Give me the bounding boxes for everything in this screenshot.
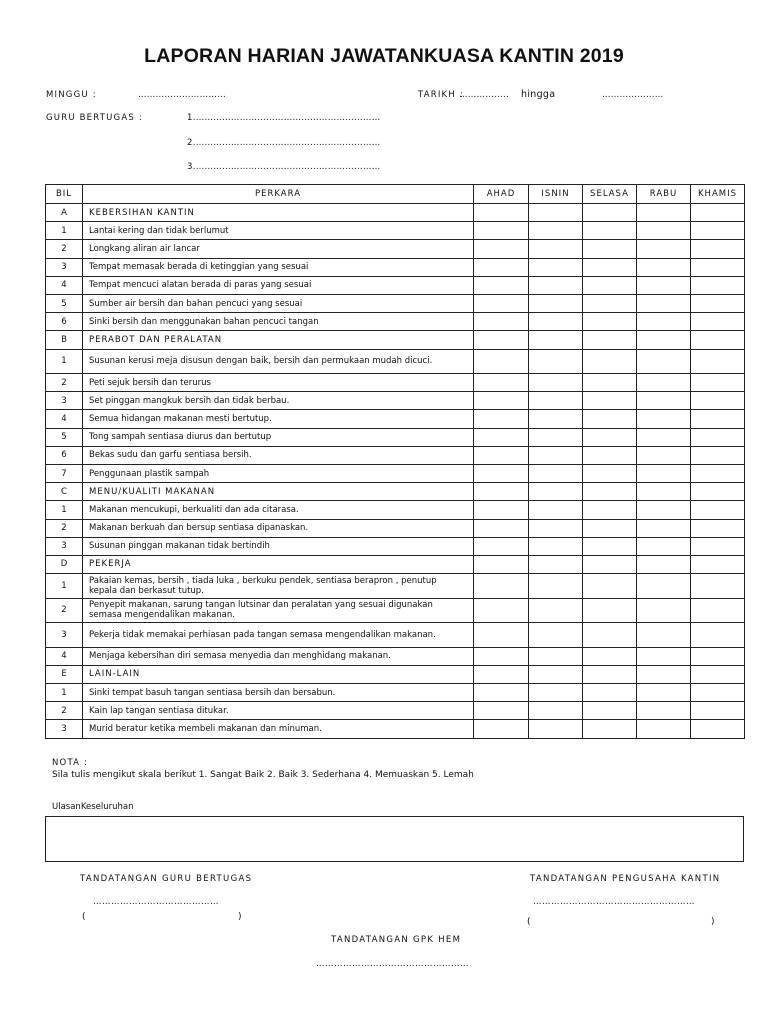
rating-cell-ahad[interactable] (474, 410, 529, 428)
row-bil: E (46, 665, 83, 683)
rating-cell-khamis (691, 665, 745, 683)
rating-cell-khamis (691, 483, 745, 501)
rating-cell-selasa[interactable] (583, 702, 637, 720)
nota-label: NOTA : (52, 758, 89, 768)
rating-cell-khamis[interactable] (691, 313, 745, 331)
rating-cell-rabu[interactable] (637, 349, 691, 374)
rating-cell-khamis[interactable] (691, 374, 745, 392)
rating-cell-selasa[interactable] (583, 349, 637, 374)
rating-cell-khamis[interactable] (691, 501, 745, 519)
rating-cell-rabu[interactable] (637, 276, 691, 294)
table-row (46, 410, 745, 428)
section-title: PEKERJA (83, 555, 474, 573)
table-row (46, 598, 745, 623)
rating-cell-ahad[interactable] (474, 446, 529, 464)
rating-cell-khamis[interactable] (691, 222, 745, 240)
pengusaha-paren-close: ) (711, 917, 715, 927)
guru-signature-line[interactable]: …………………………………… (93, 897, 219, 907)
rating-cell-khamis[interactable] (691, 258, 745, 276)
rating-cell-selasa[interactable] (583, 428, 637, 446)
rating-cell-rabu[interactable] (637, 702, 691, 720)
row-bil: 4 (46, 647, 83, 665)
rating-cell-selasa[interactable] (583, 240, 637, 258)
rating-cell-isnin (529, 483, 583, 501)
rating-cell-ahad[interactable] (474, 537, 529, 555)
rating-cell-selasa[interactable] (583, 258, 637, 276)
rating-cell-selasa (583, 665, 637, 683)
row-bil: 3 (46, 392, 83, 410)
table-row (46, 702, 745, 720)
pengusaha-paren-open: ( (527, 917, 531, 927)
row-perkara: Tong sampah sentiasa diurus dan bertutup (83, 428, 474, 446)
row-perkara: Semua hidangan makanan mesti bertutup. (83, 410, 474, 428)
rating-cell-rabu[interactable] (637, 374, 691, 392)
rating-cell-rabu[interactable] (637, 258, 691, 276)
section-row (46, 483, 745, 501)
rating-cell-isnin[interactable] (529, 702, 583, 720)
rating-cell-selasa[interactable] (583, 464, 637, 482)
row-bil: 4 (46, 410, 83, 428)
rating-cell-isnin[interactable] (529, 623, 583, 648)
rating-cell-khamis[interactable] (691, 647, 745, 665)
rating-cell-ahad[interactable] (474, 574, 529, 599)
rating-cell-rabu (637, 665, 691, 683)
hingga-label: hingga (521, 89, 556, 100)
row-bil: 2 (46, 598, 83, 623)
rating-cell-rabu[interactable] (637, 222, 691, 240)
rating-cell-isnin[interactable] (529, 410, 583, 428)
rating-cell-khamis[interactable] (691, 683, 745, 701)
rating-cell-selasa (583, 555, 637, 573)
rating-cell-rabu[interactable] (637, 464, 691, 482)
rating-cell-ahad[interactable] (474, 519, 529, 537)
minggu-field[interactable]: ………………………… (138, 90, 226, 100)
gpk-signature-label: TANDATANGAN GPK HEM (331, 935, 462, 945)
row-perkara: Murid beratur ketika membeli makanan dan minuman. (83, 720, 474, 738)
table-row (46, 537, 745, 555)
table-row (46, 276, 745, 294)
rating-cell-khamis[interactable] (691, 519, 745, 537)
rating-cell-ahad[interactable] (474, 501, 529, 519)
row-perkara: Penggunaan plastik sampah (83, 464, 474, 482)
section-row (46, 204, 745, 222)
row-perkara: Tempat memasak berada di ketinggian yang sesuai (83, 258, 474, 276)
row-perkara: Peti sejuk bersih dan terurus (83, 374, 474, 392)
row-perkara: Sumber air bersih dan bahan pencuci yang sesuai (83, 294, 474, 312)
rating-cell-ahad[interactable] (474, 374, 529, 392)
rating-cell-khamis[interactable] (691, 464, 745, 482)
table-row (46, 428, 745, 446)
rating-cell-selasa (583, 483, 637, 501)
rating-cell-rabu[interactable] (637, 428, 691, 446)
rating-cell-ahad[interactable] (474, 258, 529, 276)
guru-paren-open: ( (82, 912, 86, 922)
rating-cell-khamis (691, 204, 745, 222)
rating-cell-khamis[interactable] (691, 702, 745, 720)
table-row (46, 683, 745, 701)
rating-cell-rabu[interactable] (637, 446, 691, 464)
rating-cell-isnin[interactable] (529, 392, 583, 410)
rating-cell-rabu (637, 204, 691, 222)
table-row (46, 313, 745, 331)
rating-cell-isnin[interactable] (529, 294, 583, 312)
table-row (46, 446, 745, 464)
rating-cell-selasa[interactable] (583, 313, 637, 331)
guru-field-3[interactable]: 3.……………………………………………………… (187, 162, 381, 172)
rating-cell-khamis[interactable] (691, 623, 745, 648)
rating-cell-ahad[interactable] (474, 222, 529, 240)
rating-cell-selasa[interactable] (583, 294, 637, 312)
rating-cell-isnin[interactable] (529, 222, 583, 240)
rating-cell-selasa[interactable] (583, 647, 637, 665)
rating-cell-isnin[interactable] (529, 258, 583, 276)
row-bil: 3 (46, 537, 83, 555)
rating-cell-isnin[interactable] (529, 501, 583, 519)
pengusaha-signature-label: TANDATANGAN PENGUSAHA KANTIN (530, 874, 721, 884)
row-bil: 5 (46, 294, 83, 312)
row-bil: 2 (46, 519, 83, 537)
row-bil: 1 (46, 501, 83, 519)
rating-cell-selasa[interactable] (583, 392, 637, 410)
row-perkara: Set pinggan mangkuk bersih dan tidak berbau. (83, 392, 474, 410)
rating-cell-ahad[interactable] (474, 349, 529, 374)
row-bil: 7 (46, 464, 83, 482)
rating-cell-isnin[interactable] (529, 464, 583, 482)
rating-cell-ahad[interactable] (474, 702, 529, 720)
rating-cell-rabu[interactable] (637, 519, 691, 537)
row-bil: 1 (46, 222, 83, 240)
row-bil: 3 (46, 623, 83, 648)
rating-cell-isnin[interactable] (529, 446, 583, 464)
row-perkara: Sinki bersih dan menggunakan bahan pencuci tangan (83, 313, 474, 331)
rating-cell-isnin[interactable] (529, 349, 583, 374)
table-header-row (46, 185, 745, 204)
rating-cell-ahad[interactable] (474, 294, 529, 312)
rating-cell-selasa[interactable] (583, 374, 637, 392)
section-row (46, 555, 745, 573)
rating-cell-khamis[interactable] (691, 574, 745, 599)
rating-cell-selasa[interactable] (583, 574, 637, 599)
row-perkara: Bekas sudu dan garfu sentiasa bersih. (83, 446, 474, 464)
rating-cell-ahad[interactable] (474, 720, 529, 738)
row-bil: 1 (46, 349, 83, 374)
rating-cell-khamis[interactable] (691, 294, 745, 312)
row-bil: D (46, 555, 83, 573)
rating-cell-selasa[interactable] (583, 598, 637, 623)
rating-cell-ahad[interactable] (474, 313, 529, 331)
hingga-field[interactable]: ………………… (602, 90, 664, 100)
table-row (46, 222, 745, 240)
rating-cell-isnin (529, 204, 583, 222)
rating-cell-ahad (474, 331, 529, 349)
rating-cell-khamis (691, 555, 745, 573)
rating-cell-isnin[interactable] (529, 313, 583, 331)
rating-cell-selasa[interactable] (583, 720, 637, 738)
ulasan-label: UlasanKeseluruhan (52, 802, 134, 812)
row-perkara: Tempat mencuci alatan berada di paras yang sesuai (83, 276, 474, 294)
rating-cell-khamis[interactable] (691, 720, 745, 738)
section-title: MENU/KUALITI MAKANAN (83, 483, 474, 501)
rating-cell-isnin[interactable] (529, 598, 583, 623)
rating-cell-rabu (637, 331, 691, 349)
header-rabu: RABU (637, 185, 691, 204)
table-row (46, 240, 745, 258)
tarikh-label: TARIKH : (418, 90, 464, 100)
row-perkara: Longkang aliran air lancar (83, 240, 474, 258)
rating-cell-isnin[interactable] (529, 720, 583, 738)
nota-text: Sila tulis mengikut skala berikut 1. Sangat Baik 2. Baik 3. Sederhana 4. Memuaskan 5. Lemah (52, 770, 474, 780)
rating-cell-ahad (474, 665, 529, 683)
rating-cell-khamis[interactable] (691, 537, 745, 555)
rating-cell-ahad[interactable] (474, 276, 529, 294)
header-bil: BIL (46, 185, 83, 204)
section-title: KEBERSIHAN KANTIN (83, 204, 474, 222)
rating-cell-khamis[interactable] (691, 446, 745, 464)
rating-cell-selasa (583, 331, 637, 349)
checklist-table (45, 184, 745, 739)
rating-cell-isnin[interactable] (529, 574, 583, 599)
rating-cell-rabu[interactable] (637, 720, 691, 738)
rating-cell-rabu[interactable] (637, 294, 691, 312)
rating-cell-isnin (529, 555, 583, 573)
row-perkara: Susunan kerusi meja disusun dengan baik, bersih dan permukaan mudah dicuci. (83, 349, 474, 374)
rating-cell-selasa[interactable] (583, 222, 637, 240)
rating-cell-ahad[interactable] (474, 240, 529, 258)
rating-cell-ahad (474, 204, 529, 222)
header-selasa: SELASA (583, 185, 637, 204)
table-row (46, 294, 745, 312)
guru-paren-close: ) (238, 912, 242, 922)
rating-cell-selasa[interactable] (583, 519, 637, 537)
table-row (46, 501, 745, 519)
section-row (46, 665, 745, 683)
rating-cell-rabu[interactable] (637, 410, 691, 428)
rating-cell-isnin[interactable] (529, 519, 583, 537)
row-bil: C (46, 483, 83, 501)
row-perkara: Makanan mencukupi, berkualiti dan ada citarasa. (83, 501, 474, 519)
table-row (46, 647, 745, 665)
rating-cell-rabu[interactable] (637, 574, 691, 599)
row-perkara: Penyepit makanan, sarung tangan lutsinar dan peralatan yang sesuai digunakan semasa mengendalikan makanan. (83, 598, 474, 623)
table-row (46, 392, 745, 410)
guru-signature-label: TANDATANGAN GURU BERTUGAS (80, 874, 253, 884)
rating-cell-khamis[interactable] (691, 276, 745, 294)
tarikh-field[interactable]: …………….. (459, 90, 510, 100)
rating-cell-selasa[interactable] (583, 623, 637, 648)
ulasan-input-box[interactable] (45, 816, 744, 862)
row-perkara: Makanan berkuah dan bersup sentiasa dipanaskan. (83, 519, 474, 537)
header-ahad: AHAD (474, 185, 529, 204)
rating-cell-ahad (474, 483, 529, 501)
rating-cell-isnin[interactable] (529, 374, 583, 392)
rating-cell-isnin[interactable] (529, 240, 583, 258)
table-row (46, 258, 745, 276)
rating-cell-selasa[interactable] (583, 501, 637, 519)
guru-bertugas-label: GURU BERTUGAS : (46, 113, 143, 123)
row-bil: A (46, 204, 83, 222)
row-perkara: Kain lap tangan sentiasa ditukar. (83, 702, 474, 720)
row-bil: 2 (46, 374, 83, 392)
rating-cell-rabu[interactable] (637, 623, 691, 648)
row-bil: B (46, 331, 83, 349)
row-bil: 3 (46, 720, 83, 738)
rating-cell-khamis[interactable] (691, 349, 745, 374)
row-perkara: Lantai kering dan tidak berlumut (83, 222, 474, 240)
rating-cell-selasa[interactable] (583, 446, 637, 464)
row-bil: 6 (46, 313, 83, 331)
rating-cell-isnin (529, 331, 583, 349)
table-row (46, 574, 745, 599)
rating-cell-selasa[interactable] (583, 537, 637, 555)
page-title: LAPORAN HARIAN JAWATANKUASA KANTIN 2019 (144, 45, 624, 67)
row-bil: 2 (46, 702, 83, 720)
minggu-label: MINGGU : (46, 90, 97, 100)
rating-cell-khamis[interactable] (691, 410, 745, 428)
row-bil: 1 (46, 574, 83, 599)
rating-cell-rabu[interactable] (637, 392, 691, 410)
table-row (46, 720, 745, 738)
rating-cell-rabu[interactable] (637, 647, 691, 665)
rating-cell-khamis[interactable] (691, 392, 745, 410)
rating-cell-selasa[interactable] (583, 410, 637, 428)
rating-cell-rabu[interactable] (637, 501, 691, 519)
rating-cell-selasa[interactable] (583, 276, 637, 294)
section-title: PERABOT DAN PERALATAN (83, 331, 474, 349)
row-perkara: Susunan pinggan makanan tidak bertindih (83, 537, 474, 555)
rating-cell-ahad[interactable] (474, 428, 529, 446)
row-perkara: Menjaga kebersihan diri semasa menyedia dan menghidang makanan. (83, 647, 474, 665)
row-bil: 4 (46, 276, 83, 294)
rating-cell-khamis[interactable] (691, 598, 745, 623)
rating-cell-isnin[interactable] (529, 647, 583, 665)
rating-cell-isnin[interactable] (529, 276, 583, 294)
rating-cell-khamis (691, 331, 745, 349)
pengusaha-signature-line[interactable]: ……………………………………………… (533, 897, 695, 907)
table-row (46, 374, 745, 392)
table-row (46, 464, 745, 482)
rating-cell-isnin[interactable] (529, 428, 583, 446)
rating-cell-selasa[interactable] (583, 683, 637, 701)
rating-cell-rabu[interactable] (637, 598, 691, 623)
row-bil: 6 (46, 446, 83, 464)
rating-cell-rabu[interactable] (637, 683, 691, 701)
rating-cell-ahad[interactable] (474, 464, 529, 482)
section-title: LAIN-LAIN (83, 665, 474, 683)
rating-cell-rabu[interactable] (637, 240, 691, 258)
rating-cell-ahad[interactable] (474, 683, 529, 701)
header-perkara: PERKARA (83, 185, 474, 204)
rating-cell-rabu (637, 483, 691, 501)
table-row (46, 349, 745, 374)
rating-cell-rabu[interactable] (637, 313, 691, 331)
rating-cell-khamis[interactable] (691, 240, 745, 258)
row-perkara: Sinki tempat basuh tangan sentiasa bersih dan bersabun. (83, 683, 474, 701)
rating-cell-isnin[interactable] (529, 683, 583, 701)
gpk-signature-line[interactable]: …………………………………………… (316, 959, 469, 969)
rating-cell-ahad[interactable] (474, 392, 529, 410)
rating-cell-ahad[interactable] (474, 623, 529, 648)
rating-cell-ahad[interactable] (474, 598, 529, 623)
row-bil: 3 (46, 258, 83, 276)
header-isnin: ISNIN (529, 185, 583, 204)
row-perkara: Pakaian kemas, bersih , tiada luka , berkuku pendek, sentiasa berapron , penutup kepala dan berkasut tutup. (83, 574, 474, 599)
table-row (46, 519, 745, 537)
rating-cell-ahad[interactable] (474, 647, 529, 665)
row-bil: 1 (46, 683, 83, 701)
rating-cell-isnin (529, 665, 583, 683)
rating-cell-selasa (583, 204, 637, 222)
row-bil: 2 (46, 240, 83, 258)
rating-cell-ahad (474, 555, 529, 573)
guru-field-1[interactable]: 1.……………………………………………………… (187, 113, 381, 123)
rating-cell-rabu[interactable] (637, 537, 691, 555)
rating-cell-rabu (637, 555, 691, 573)
row-perkara: Pekerja tidak memakai perhiasan pada tangan semasa mengendalikan makanan. (83, 623, 474, 648)
rating-cell-khamis[interactable] (691, 428, 745, 446)
header-khamis: KHAMIS (691, 185, 745, 204)
table-row (46, 623, 745, 648)
rating-cell-isnin[interactable] (529, 537, 583, 555)
row-bil: 5 (46, 428, 83, 446)
section-row (46, 331, 745, 349)
guru-field-2[interactable]: 2.……………………………………………………… (187, 138, 381, 148)
